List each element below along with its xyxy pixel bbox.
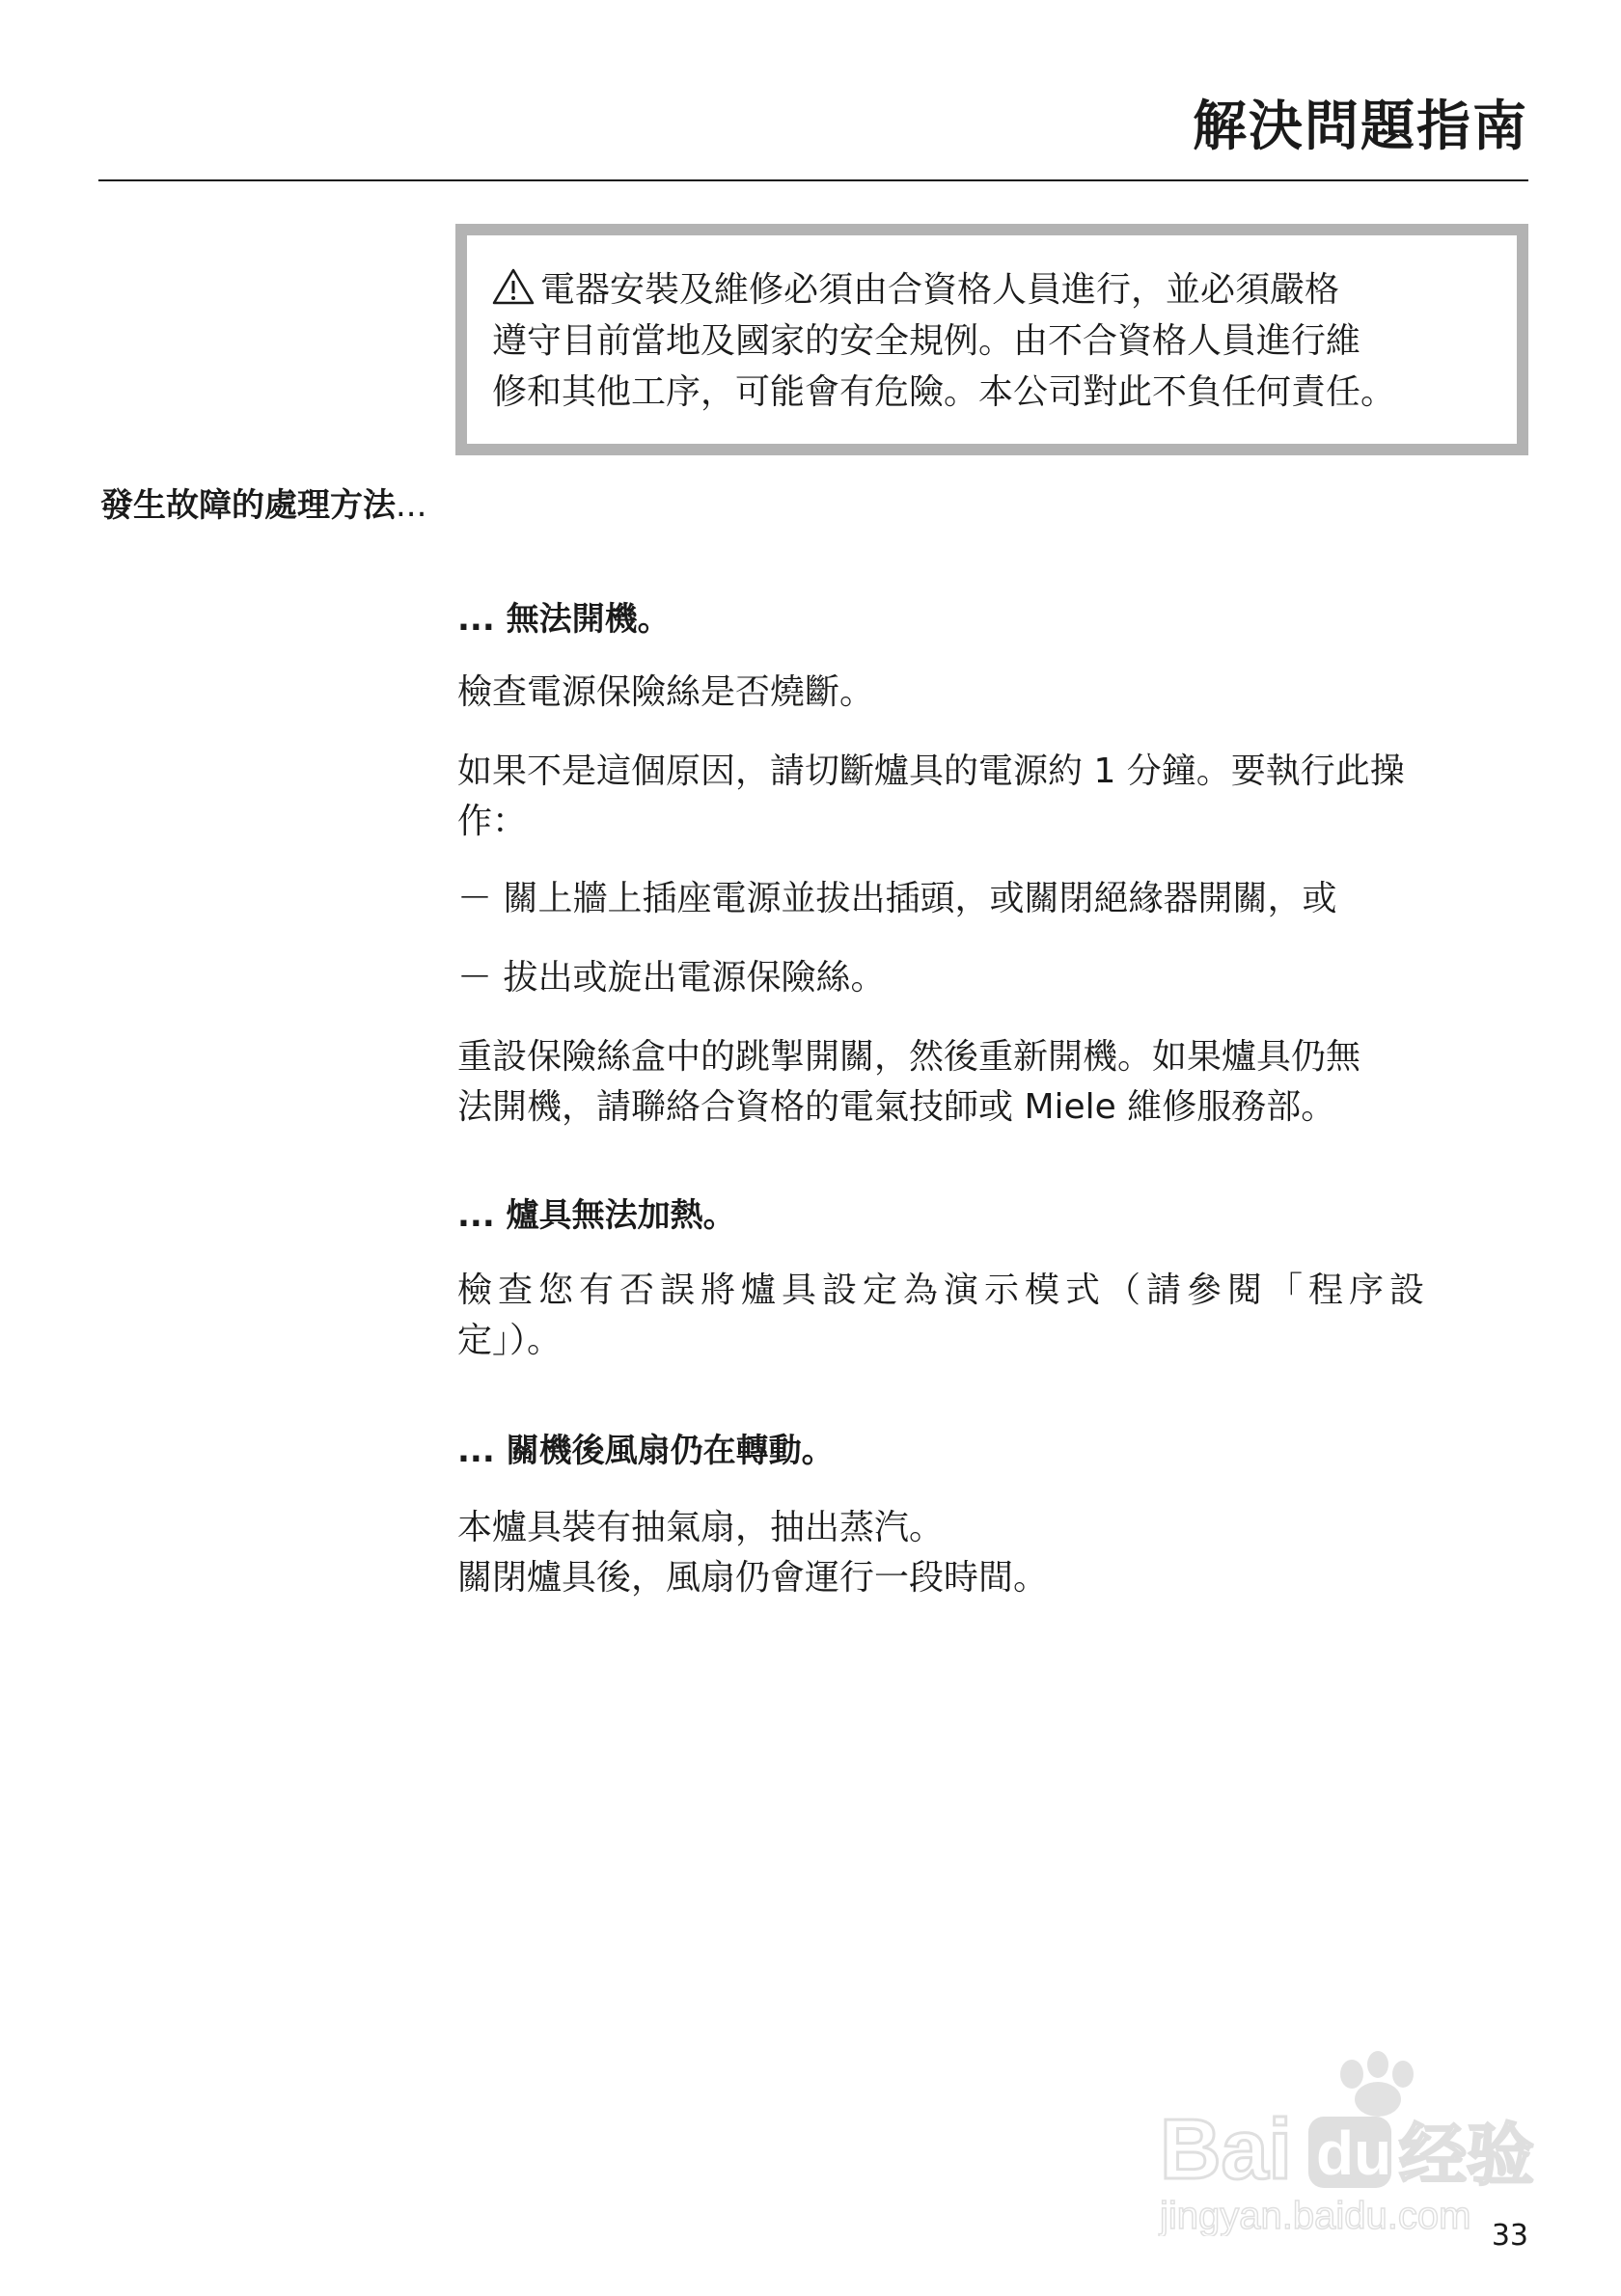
title-divider [98, 179, 1528, 181]
svg-text:Bai: Bai [1160, 2101, 1292, 2197]
paragraph-line: 重設保險絲盒中的跳掣開關，然後重新開機。如果爐具仍無 [457, 1037, 1361, 1077]
list-item: － 拔出或旋出電源保險絲。 [457, 958, 886, 998]
svg-text:jingyan.baidu.com: jingyan.baidu.com [1160, 2195, 1471, 2236]
section-heading-ellipsis: ... [396, 486, 427, 525]
problem-3 [457, 1428, 1557, 1474]
paragraph-line: 作： [457, 802, 528, 841]
warning-line-2: 遵守目前當地及國家的安全規例。由不合資格人員進行維 [492, 321, 1361, 361]
paragraph-line: 關閉爐具後，風扇仍會運行一段時間。 [457, 1558, 1049, 1598]
warning-line-3: 修和其他工序，可能會有危險。本公司對此不負任何責任。 [492, 372, 1396, 412]
problem-1-step-2 [457, 953, 1557, 1003]
paragraph-line: 如果不是這個原因，請切斷爐具的電源約 1 分鐘。要執行此操 [457, 752, 1405, 791]
problem-1-para-1 [457, 668, 1557, 718]
page-number: 33 [1491, 2219, 1528, 2253]
list-item: － 關上牆上插座電源並拔出插頭，或關閉絕緣器開關，或 [457, 879, 1337, 918]
paragraph-line: 定」）。 [457, 1321, 563, 1360]
page-title: 解決問題指南 [1193, 96, 1528, 158]
problem-1-para-2 [457, 747, 1557, 847]
problem-1-heading: ... 無法開機。 [457, 600, 671, 639]
section-heading [100, 482, 426, 529]
problem-2-para-1 [457, 1266, 1557, 1366]
problem-1-para-3 [457, 1032, 1557, 1133]
section-heading-text: 發生故障的處理方法 [100, 486, 396, 525]
svg-text:du: du [1316, 2118, 1392, 2188]
problem-3-para-1 [457, 1503, 1557, 1603]
problem-2 [457, 1192, 1557, 1239]
safety-warning-box [455, 224, 1528, 455]
paragraph-line: 法開機，請聯絡合資格的電氣技師或 Miele 維修服務部。 [457, 1087, 1336, 1127]
paragraph-line: 本爐具裝有抽氣扇，抽出蒸汽。 [457, 1508, 945, 1547]
baidu-jingyan-watermark [1154, 2043, 1550, 2236]
problem-1-step-1 [457, 874, 1557, 924]
paragraph-line: 檢查電源保險絲是否燒斷。 [457, 672, 875, 712]
paragraph-line: 檢查您有否誤將爐具設定為演示模式（請參閱「程序設 [457, 1271, 1431, 1310]
warning-text-1: 電器安裝及維修必須由合資格人員進行，並必須嚴格 [540, 270, 1340, 310]
problem-1 [457, 596, 1557, 642]
warning-line-1 [492, 264, 1494, 315]
warning-triangle-icon [492, 268, 535, 305]
problem-2-heading: ... 爐具無法加熱。 [457, 1196, 736, 1235]
svg-text:经验: 经验 [1399, 2116, 1534, 2195]
problem-3-heading: ... 關機後風扇仍在轉動。 [457, 1432, 835, 1470]
